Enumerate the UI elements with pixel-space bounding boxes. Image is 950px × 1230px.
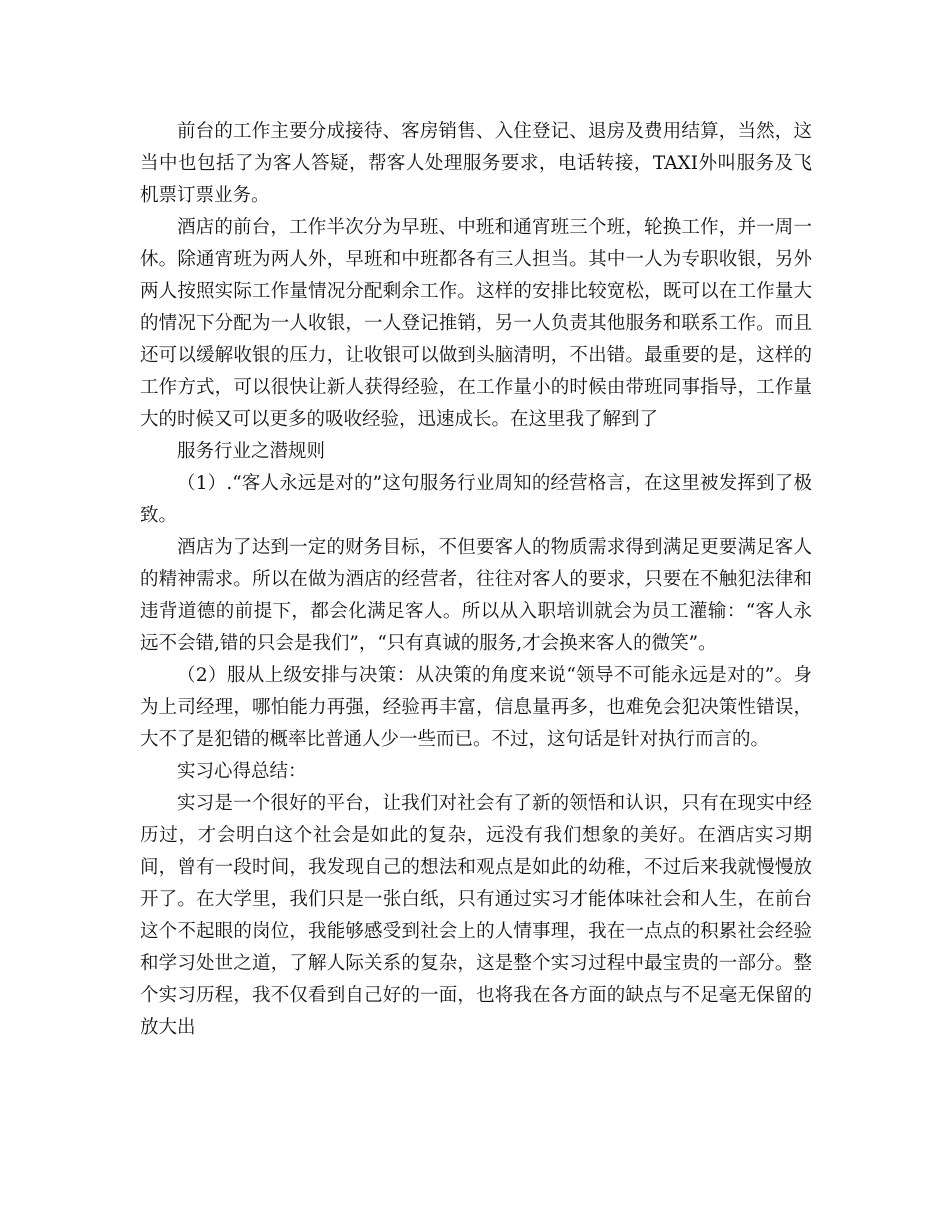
heading-internship-summary: 实习心得总结：	[177, 761, 307, 782]
item-obey-superiors: （2）服从上级安排与决策：从决策的角度来说“领导不可能永远是对的”。身为上司经理，哪怕能力再强，经验再丰富，信息量再多，也难免会犯决策性错误，大不了是犯错的概率比普通人少一些而已。不过，这句话是针对执行而言的。	[140, 665, 812, 750]
document-body	[140, 116, 812, 1044]
paragraph-shift-schedule: 酒店的前台，工作半次分为早班、中班和通宵班三个班，轮换工作，并一周一休。除通宵班为两人外，早班和中班都各有三人担当。其中一人为专职收银，另外两人按照实际工作量情况分配剩余工作。这样的安排比较宽松，既可以在工作量大的情况下分配为一人收银，一人登记推销，另一人负责其他服务和联系工作。而且还可以缓解收银的压力，让收银可以做到头脑清明，不出错。最重要的是，这样的工作方式，可以很快让新人获得经验，在工作量小的时候由带班同事指导，工作量大的时候又可以更多的吸收经验，迅速成长。在这里我了解到了	[140, 217, 812, 430]
paragraph-front-desk-duties: 前台的工作主要分成接待、客房销售、入住登记、退房及费用结算，当然，这当中也包括了为客人答疑，帮客人处理服务要求，电话转接，TAXI外叫服务及飞机票订票业务。	[140, 121, 812, 206]
paragraph-internship-reflection: 实习是一个很好的平台，让我们对社会有了新的领悟和认识，只有在现实中经历过，才会明白这个社会是如此的复杂，远没有我们想象的美好。在酒店实习期间，曾有一段时间，我发现自己的想法和观点是如此的幼稚，不过后来我就慢慢放开了。在大学里，我们只是一张白纸，只有通过实习才能体味社会和人生，在前台这个不起眼的岗位，我能够感受到社会上的人情事理，我在一点点的积累社会经验和学习处世之道，了解人际关系的复杂，这是整个实习过程中最宝贵的一部分。整个实习历程，我不仅看到自己好的一面，也将我在各方面的缺点与不足毫无保留的放大出	[140, 793, 812, 1038]
item-customer-always-right: （1）.“客人永远是对的”这句服务行业周知的经营格言，在这里被发挥到了极致。	[140, 473, 812, 526]
paragraph-customer-needs: 酒店为了达到一定的财务目标，不但要客人的物质需求得到满足更要满足客人的精神需求。所以在做为酒店的经营者，往往对客人的要求，只要在不触犯法律和违背道德的前提下，都会化满足客人。所以从入职培训就会为员工灌输：“客人永远不会错,错的只会是我们”，“只有真诚的服务,才会换来客人的微笑”。	[140, 537, 812, 654]
heading-unwritten-rules: 服务行业之潜规则	[177, 441, 326, 462]
